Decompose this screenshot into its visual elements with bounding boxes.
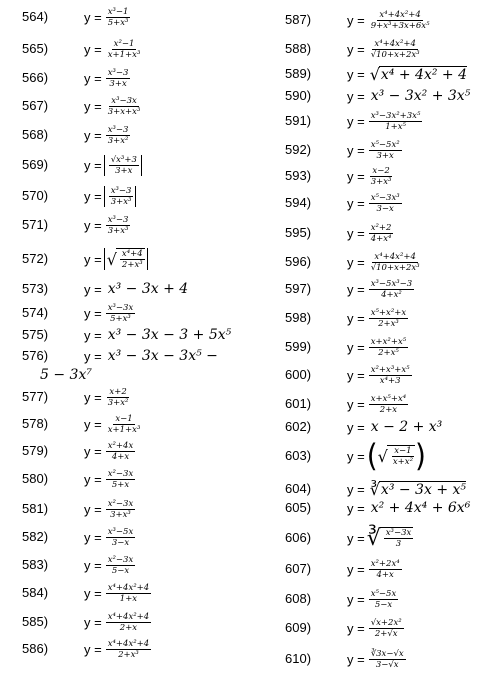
equation-595 [347, 222, 393, 244]
problem-number: 590) [285, 88, 312, 103]
fraction [109, 186, 134, 207]
numerator: x²−3x [107, 554, 134, 565]
y-label: y = [347, 142, 365, 158]
y-label: y = [347, 620, 365, 636]
fraction [106, 414, 143, 435]
equation-594 [347, 192, 402, 214]
numerator: x²−3x [107, 498, 134, 509]
problem-number: 598) [285, 310, 312, 325]
denominator: 3+x³ [110, 509, 131, 520]
problem-number: 577) [22, 389, 49, 404]
numerator: x³−1 [107, 6, 129, 17]
denominator: 9+x³+3x+6x⁵ [370, 20, 430, 31]
numerator: √x+2x² [370, 617, 402, 628]
radicand [387, 445, 415, 467]
fraction [369, 193, 402, 214]
denominator: 3+x [109, 78, 127, 89]
equation-591 [347, 110, 422, 132]
fraction [369, 618, 404, 639]
fraction [369, 39, 422, 60]
expression: x³ − 3x − 3 + 5x⁵ [107, 327, 232, 343]
numerator: x+x²+x⁵ [370, 336, 407, 347]
problem-number: 568) [22, 127, 49, 142]
y-label: y = [84, 529, 102, 545]
denominator: 3+x³ [107, 225, 129, 236]
equation-574 [84, 302, 135, 324]
y-label: y = [84, 281, 102, 297]
fraction [106, 39, 143, 60]
numerator: x⁴+4x²+4 [107, 638, 150, 649]
radical [378, 445, 415, 467]
y-label: y = [347, 254, 365, 270]
radicand: x³ − 3x + x⁵ [380, 481, 467, 498]
y-label: y = [84, 471, 102, 487]
fraction [369, 308, 408, 329]
problem-number: 607) [285, 561, 312, 576]
denominator: 5+x [111, 479, 130, 490]
problem-number: 569) [22, 157, 49, 172]
equation-575 [84, 324, 231, 346]
equation-587 [347, 9, 432, 31]
numerator: x⁴+4x²+4 [374, 251, 416, 262]
left-paren: ( [366, 437, 378, 474]
denominator: 2+x [379, 404, 398, 415]
y-label: y = [347, 481, 365, 497]
numerator: x+2 [109, 386, 127, 397]
equation-569 [84, 154, 142, 176]
absolute-value [104, 248, 148, 270]
problem-number: 603) [285, 448, 312, 463]
fraction [106, 7, 131, 28]
fraction [369, 649, 406, 670]
numerator: x³−3x [385, 528, 412, 538]
problem-number: 588) [285, 41, 312, 56]
fraction [369, 166, 394, 187]
y-label: y = [347, 339, 365, 355]
y-label: y = [347, 41, 365, 57]
numerator: x²−1 [113, 38, 135, 49]
y-label: y = [347, 367, 365, 383]
absolute-value [104, 186, 137, 207]
problem-number: 582) [22, 529, 49, 544]
fraction [106, 215, 131, 236]
denominator: 3−x [111, 537, 130, 548]
problem-number: 594) [285, 195, 312, 210]
numerator: x²+4x [107, 440, 134, 451]
problem-number: 565) [22, 41, 49, 56]
y-label: y = [84, 348, 102, 364]
problem-number: 581) [22, 501, 49, 516]
fraction [120, 249, 145, 270]
equation-596 [347, 251, 422, 273]
expression-continuation: 5 − 3x⁷ [40, 367, 92, 383]
numerator: x⁴+4x²+4 [374, 38, 416, 49]
equation-566 [84, 67, 130, 89]
equation-565 [84, 38, 142, 60]
equation-593 [347, 165, 393, 187]
y-label: y = [84, 501, 102, 517]
equation-581 [84, 498, 135, 520]
y-label: y = [347, 281, 365, 297]
equation-580 [84, 468, 135, 490]
denominator: 3+x³ [110, 196, 132, 207]
fraction [384, 528, 414, 549]
denominator: 3+x² [107, 135, 129, 146]
problem-number: 575) [22, 327, 49, 342]
numerator: x⁴+4x²+4 [379, 9, 421, 20]
equation-573 [84, 278, 188, 300]
fraction [369, 365, 412, 386]
denominator: 4+x [376, 569, 394, 580]
numerator: x³−5x³−3 [370, 278, 413, 289]
equation-567 [84, 95, 142, 117]
numerator: x³−3x [107, 302, 134, 313]
problem-number: 580) [22, 471, 49, 486]
y-label: y = [347, 113, 365, 129]
fraction [106, 303, 136, 324]
problem-number: 593) [285, 168, 312, 183]
numerator: x³−3x [111, 95, 137, 106]
denominator: 2+x³ [378, 318, 399, 329]
denominator: x+1+x³ [107, 424, 141, 435]
equation-598 [347, 307, 408, 329]
numerator: x−1 [394, 446, 412, 456]
equation-578 [84, 413, 142, 435]
fraction [106, 583, 151, 604]
y-label: y = [84, 443, 102, 459]
denominator: 1+x⁵ [385, 121, 406, 132]
fraction [369, 559, 402, 580]
equation-607 [347, 558, 402, 580]
fraction [369, 337, 408, 358]
denominator: 5+x³ [110, 313, 131, 324]
fraction [106, 612, 151, 633]
numerator: x³−3 [107, 124, 129, 135]
fraction [106, 499, 136, 520]
equation-584 [84, 582, 151, 604]
expression: x³ − 3x − 3x⁵ − [107, 348, 218, 364]
equation-602 [347, 416, 442, 438]
numerator: x⁵−5x² [370, 139, 400, 150]
equation-585 [84, 611, 151, 633]
expression: x³ − 3x² + 3x⁵ [370, 88, 471, 104]
radical [107, 248, 145, 270]
radicand [116, 248, 145, 270]
radicand [380, 527, 414, 549]
y-label: y = [347, 12, 365, 28]
fraction [369, 140, 402, 161]
denominator: 3+x³ [370, 176, 392, 187]
absolute-value [104, 155, 142, 176]
equation-590 [347, 85, 470, 107]
problem-number: 606) [285, 530, 312, 545]
numerator: x−2 [372, 165, 390, 176]
y-label: y = [84, 251, 102, 267]
problem-number: 578) [22, 416, 49, 431]
y-label: y = [84, 70, 102, 86]
cube-root [367, 526, 414, 551]
equation-603 [347, 437, 426, 474]
y-label: y = [84, 327, 102, 343]
expression: x − 2 + x³ [370, 419, 443, 435]
problem-number: 597) [285, 281, 312, 296]
y-label: y = [84, 641, 102, 657]
problem-number: 585) [22, 614, 49, 629]
problem-number: 600) [285, 367, 312, 382]
y-label: y = [347, 88, 365, 104]
denominator: 2+x⁵ [378, 347, 399, 358]
fraction [106, 441, 136, 462]
numerator: x²+2x⁴ [370, 558, 400, 569]
denominator: 5−x [111, 565, 130, 576]
denominator: 4+x² [381, 289, 402, 300]
denominator: 3−√x [375, 659, 399, 670]
equation-579 [84, 440, 135, 462]
problem-number: 586) [22, 641, 49, 656]
numerator: x⁵−3x³ [370, 192, 400, 203]
y-label: y = [84, 41, 102, 57]
denominator: 3+x² [107, 397, 129, 408]
equation-606 [347, 527, 413, 549]
problem-number: 596) [285, 254, 312, 269]
y-label: y = [347, 195, 365, 211]
denominator: x⁴+3 [379, 375, 401, 386]
fraction [106, 639, 151, 660]
y-label: y = [347, 396, 365, 412]
denominator: 4+x [111, 451, 130, 462]
denominator: √10+x+2x³ [370, 262, 420, 273]
numerator: x⁵+x²+x [370, 307, 407, 318]
equation-610 [347, 648, 406, 670]
numerator: x⁵−5x [370, 588, 397, 599]
equation-576 [84, 345, 218, 367]
fraction [369, 252, 422, 273]
problem-number: 566) [22, 70, 49, 85]
equation-608 [347, 588, 398, 610]
equation-601 [347, 393, 408, 415]
denominator: 4+x⁴ [370, 233, 392, 244]
equation-592 [347, 139, 402, 161]
y-label: y = [84, 305, 102, 321]
problem-number: 570) [22, 188, 49, 203]
denominator: 5+x³ [107, 17, 129, 28]
denominator: x+x² [392, 457, 413, 467]
problem-number: 583) [22, 557, 49, 572]
expression: x³ − 3x + 4 [107, 281, 189, 297]
fraction [369, 223, 394, 244]
problem-number: 599) [285, 339, 312, 354]
y-label: y = [84, 127, 102, 143]
numerator: ∛3x−√x [370, 648, 404, 659]
equation-600 [347, 364, 412, 386]
equation-577 [84, 386, 130, 408]
numerator: x²+x³+x⁵ [370, 364, 410, 375]
y-label: y = [84, 9, 102, 25]
problem-number: 579) [22, 443, 49, 458]
numerator: x−1 [115, 413, 133, 424]
fraction [369, 111, 423, 132]
numerator: x⁴+4x²+4 [107, 611, 150, 622]
problem-number: 572) [22, 251, 49, 266]
problem-number: 573) [22, 281, 49, 296]
denominator: x+1+x³ [107, 49, 141, 60]
y-label: y = [84, 557, 102, 573]
denominator: 1+x [119, 593, 138, 604]
equation-599 [347, 336, 408, 358]
fraction [106, 96, 143, 117]
y-label: y = [347, 500, 365, 516]
problem-number: 602) [285, 419, 312, 434]
denominator: 3+x [115, 165, 133, 176]
fraction [106, 469, 136, 490]
problem-number: 609) [285, 620, 312, 635]
numerator: x³−3 [107, 67, 129, 78]
problem-number: 576) [22, 348, 49, 363]
numerator: x²+2 [370, 222, 392, 233]
denominator: 2+x³ [121, 260, 143, 270]
equation-572 [84, 248, 148, 270]
problem-number: 592) [285, 142, 312, 157]
y-label: y = [347, 168, 365, 184]
equation-605 [347, 497, 470, 519]
fraction [106, 68, 131, 89]
expression: x² + 4x⁴ + 6x⁶ [370, 500, 471, 516]
equation-609 [347, 617, 404, 639]
problem-number: 608) [285, 591, 312, 606]
fraction [369, 10, 432, 31]
equation-588 [347, 38, 422, 60]
radical [370, 65, 467, 84]
fraction [369, 279, 414, 300]
problem-number: 595) [285, 225, 312, 240]
denominator: 2+x [119, 622, 138, 633]
fraction [369, 589, 399, 610]
numerator: √x³+3 [110, 154, 137, 165]
numerator: x³−3x²+3x⁵ [370, 110, 421, 121]
denominator: 2+√x [374, 628, 398, 639]
y-label: y = [84, 98, 102, 114]
equation-570 [84, 185, 136, 207]
y-label: y = [84, 188, 102, 204]
right-paren: ) [414, 437, 426, 474]
equation-568 [84, 124, 130, 146]
fraction [106, 527, 136, 548]
radical-sign: √ [369, 64, 380, 84]
denominator: 3−x [376, 203, 394, 214]
denominator: √10+x+2x³ [370, 49, 420, 60]
radicand: x⁴ + 4x² + 4 [380, 66, 468, 83]
y-label: y = [347, 66, 365, 82]
numerator: x⁴+4x²+4 [107, 582, 150, 593]
numerator: x²−3x [107, 468, 134, 479]
y-label: y = [347, 651, 365, 667]
fraction [106, 125, 131, 146]
equation-597 [347, 278, 414, 300]
problem-number: 605) [285, 500, 312, 515]
fraction [106, 387, 131, 408]
radical-sign: √ [106, 249, 117, 269]
y-label: y = [84, 585, 102, 601]
y-label: y = [347, 591, 365, 607]
problem-number: 587) [285, 12, 312, 27]
equation-583 [84, 554, 135, 576]
numerator: x⁴+4 [121, 249, 143, 259]
problem-number: 564) [22, 9, 49, 24]
numerator: x+x⁵+x⁴ [370, 393, 407, 404]
y-label: y = [347, 448, 365, 464]
y-label: y = [347, 310, 365, 326]
problem-number: 610) [285, 651, 312, 666]
radical-sign: ∛ [369, 479, 380, 499]
y-label: y = [347, 419, 365, 435]
numerator: x³−5x [107, 526, 134, 537]
fraction [391, 446, 415, 467]
y-label: y = [84, 389, 102, 405]
y-label: y = [84, 157, 102, 173]
problem-number: 567) [22, 98, 49, 113]
equation-582 [84, 526, 135, 548]
problem-number: 574) [22, 305, 49, 320]
numerator: x³−3 [107, 214, 129, 225]
problem-number: 591) [285, 113, 312, 128]
equation-589 [347, 63, 467, 85]
equation-564 [84, 6, 130, 28]
equation-571 [84, 214, 130, 236]
y-label: y = [347, 530, 365, 546]
denominator: 2+x³ [118, 649, 139, 660]
problem-number: 589) [285, 66, 312, 81]
fraction [106, 555, 136, 576]
equation-586 [84, 638, 151, 660]
problem-number: 571) [22, 217, 49, 232]
numerator: x³−3 [110, 185, 132, 196]
y-label: y = [347, 225, 365, 241]
y-label: y = [84, 614, 102, 630]
problem-number: 584) [22, 585, 49, 600]
cube-root [370, 480, 466, 499]
radical-sign: √ [377, 446, 388, 466]
fraction [369, 394, 408, 415]
denominator: 3+x [376, 150, 394, 161]
y-label: y = [84, 217, 102, 233]
denominator: 5−x [374, 599, 393, 610]
radical-sign: ∛ [366, 525, 381, 551]
denominator: 3 [395, 539, 402, 549]
y-label: y = [84, 416, 102, 432]
fraction [109, 155, 139, 176]
denominator: 3+x+x³ [107, 106, 141, 117]
y-label: y = [347, 561, 365, 577]
problem-number: 604) [285, 481, 312, 496]
problem-number: 601) [285, 396, 312, 411]
